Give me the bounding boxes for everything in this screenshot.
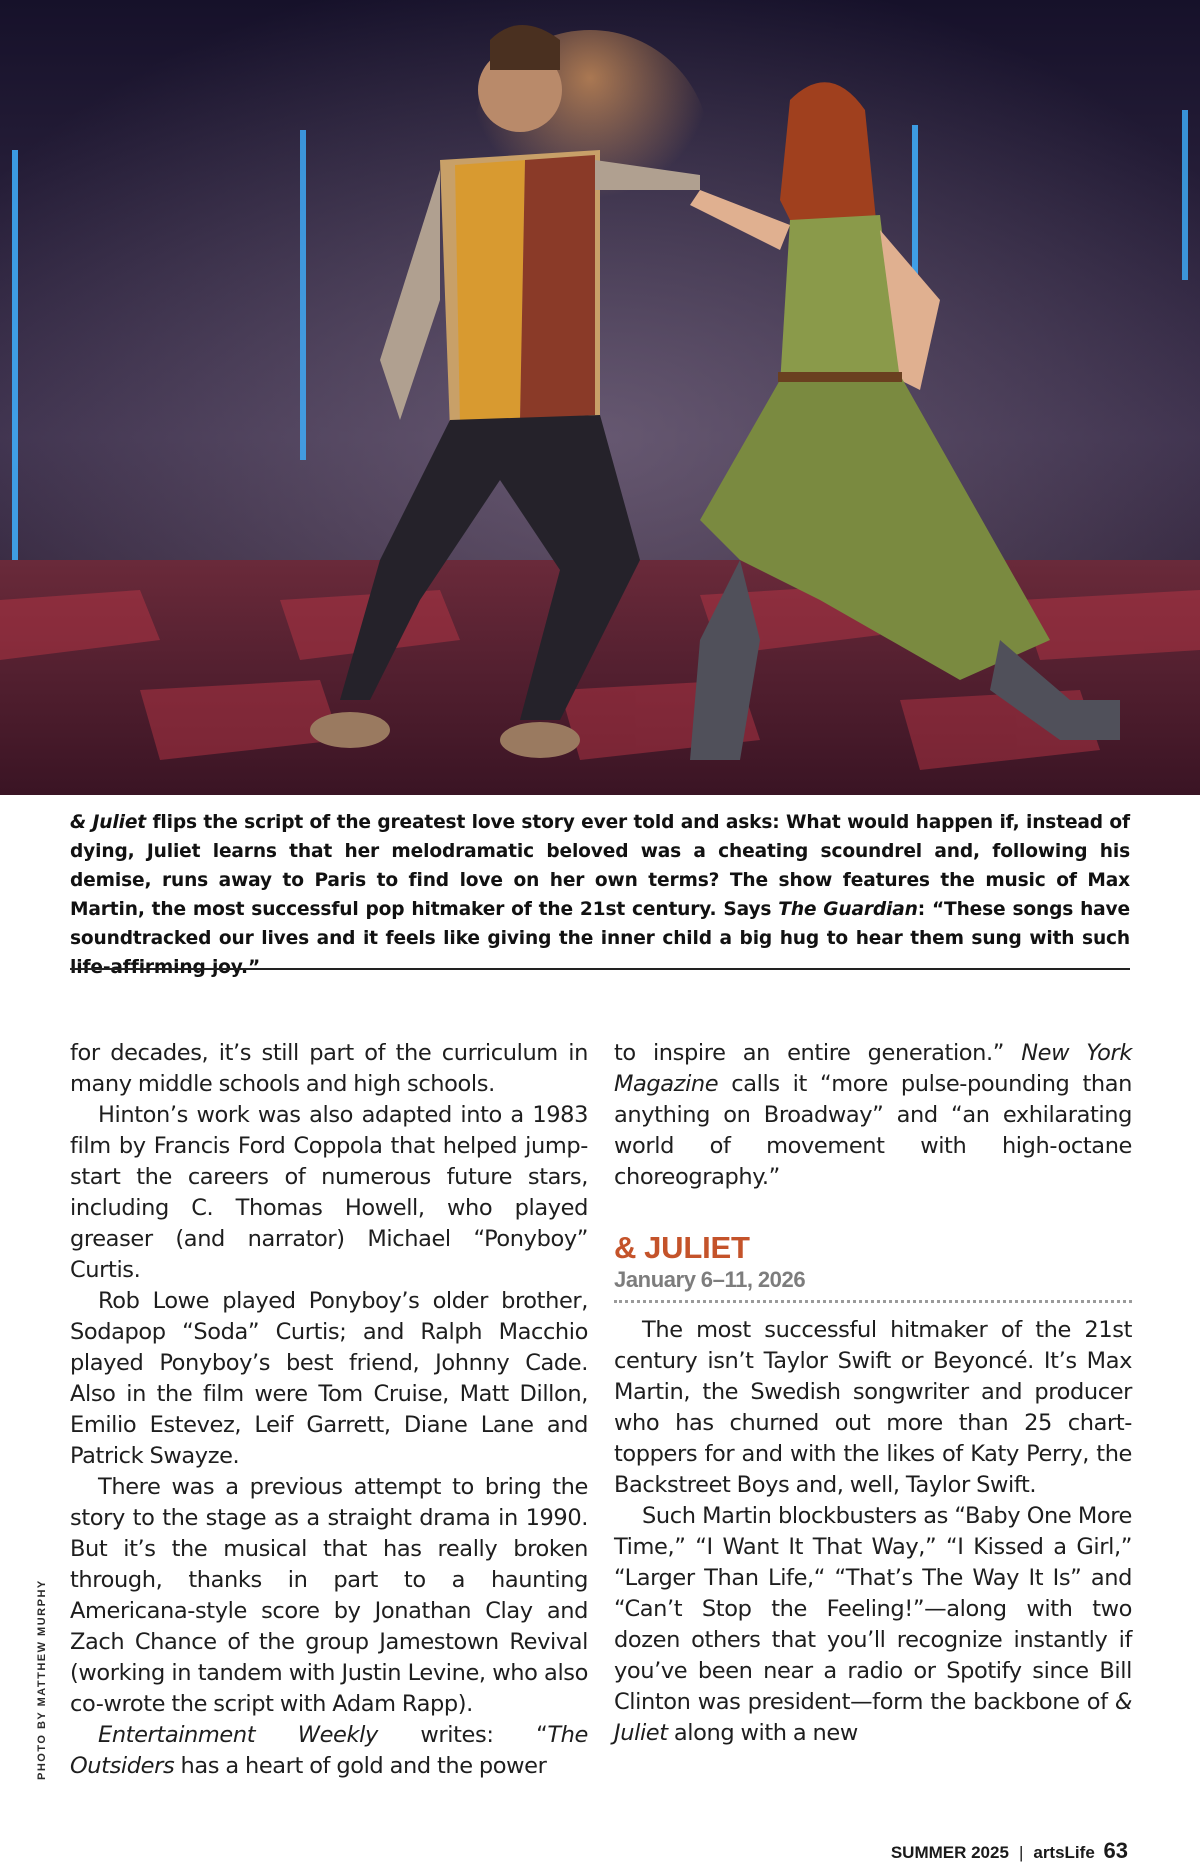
right-paragraph-1-text-b: calls it “more pulse-pounding than anything on Broadway” and “an exhilarating world of movement with high-octane choreography.” [614,1071,1132,1190]
left-paragraph-5-text-b: has a heart of gold and the power [174,1753,547,1779]
right-paragraph-1 [614,1038,1132,1193]
folio-magazine: artsLife [1033,1843,1095,1862]
caption-show-title: & Juliet [70,812,147,833]
section-dotted-rule [614,1300,1132,1303]
folio-separator: | [1018,1843,1024,1862]
publication-ew: Entertainment Weekly [98,1722,378,1748]
photo-credit: PHOTO BY MATTHEW MURPHY [36,1579,48,1780]
stage-photo-dancers-icon [0,0,1200,795]
right-paragraph-3-text-a: Such Martin blockbusters as “Baby One More Time,” “I Want It That Way,” “I Kissed a Girl,” “Larger Than Life,“ “That’s The Way It Is” and “Can’t Stop the Feeling!”—along with two dozen others that you’ll recognize instantly if you’ve been near a radio or Spotify since Bill Clinton was president—form the backbone of [614,1503,1132,1715]
caption-divider [70,968,1130,970]
right-column [614,1038,1132,1749]
right-paragraph-2: The most successful hitmaker of the 21st century isn’t Taylor Swift or Beyoncé. It’s Max Martin, the Swedish songwriter and producer who has churned out more than 25 chart-toppers for and with the likes of Katy Perry, the Backstreet Boys and, well, Taylor Swift. [614,1317,1132,1498]
right-paragraph-1-text-a: to inspire an entire generation.” [614,1040,1022,1066]
left-column [70,1038,588,1782]
caption-text-part-1: flips the script of the greatest love story ever told and asks: What would happen if, instead of dying, Juliet learns that her melodramatic beloved was a cheating scoundrel and, following his demise, runs away to Paris to find love on her own terms? The show features the music of Max Martin, the most successful pop hitmaker of the 21st century. Says [70,812,1130,920]
section-date: January 6–11, 2026 [614,1267,806,1292]
folio-issue: SUMMER 2025 [890,1843,1009,1862]
page-number: 63 [1103,1838,1128,1863]
photo-caption [70,808,1130,982]
left-paragraph-5 [70,1720,588,1782]
caption-text-part-2: : “These songs have soundtracked our lives and it feels like giving the inner child a big hug to hear them sung with such life-affirming joy.” [70,899,1130,978]
right-paragraph-3-text-b: along with a new [667,1720,858,1746]
caption-source: The Guardian [778,899,918,920]
left-paragraph-2: Hinton’s work was also adapted into a 1983 film by Francis Ford Coppola that helped jump-start the careers of numerous future stars, including C. Thomas Howell, who played greaser (and narrator) Michael “Ponyboy” Curtis. [70,1102,588,1283]
section-title: & JULIET [614,1230,750,1265]
publication-nymag: New York Magazine [614,1040,1132,1097]
right-paragraph-3 [614,1501,1132,1749]
left-paragraph-4: There was a previous attempt to bring the story to the stage as a straight drama in 1990. But it’s the musical that has really broken through, thanks in part to a haunting Americana-style score by Jonathan Clay and Zach Chance of the group Jamestown Revival (working in tandem with Justin Levine, who also co-wrote the script with Adam Rapp). [70,1474,588,1717]
stage-photo [0,0,1200,795]
show-title-juliet: & Juliet [614,1689,1132,1746]
left-paragraph-5-text-a: writes: “ [377,1722,548,1748]
show-title-outsiders: The Outsiders [70,1722,588,1779]
page-folio [891,1838,1128,1864]
section-header [614,1230,1132,1303]
left-paragraph-3: Rob Lowe played Ponyboy’s older brother, Sodapop “Soda” Curtis; and Ralph Macchio played Ponyboy’s best friend, Johnny Cade. Also in the film were Tom Cruise, Matt Dillon, Emilio Estevez, Leif Garrett, Diane Lane and Patrick Swayze. [70,1288,588,1469]
left-paragraph-1: for decades, it’s still part of the curriculum in many middle schools and high schools. [70,1040,588,1097]
